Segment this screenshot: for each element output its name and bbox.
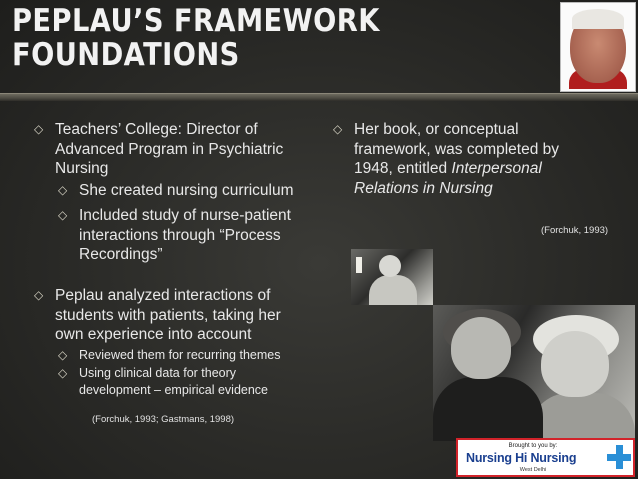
badge-top-text: Brought to you by:: [508, 443, 558, 449]
bullet-line: Teachers’ College: Director of: [55, 121, 258, 138]
two-women-photo: [433, 305, 635, 441]
bullet-line: own experience into account: [55, 326, 252, 343]
slide-title: [12, 4, 380, 72]
bullet-line: Her book, or conceptual: [354, 121, 519, 138]
badge-main-text: Nursing Hi Nursing: [466, 451, 577, 465]
left-citation: (Forchuk, 1993; Gastmans, 1998): [92, 414, 235, 425]
bullet-line: development – empirical evidence: [79, 382, 268, 397]
bullet-line: Peplau analyzed interactions of: [55, 287, 271, 304]
bullet-line: Included study of nurse-patient: [79, 207, 291, 224]
book-title-part: Relations in Nursing: [354, 179, 493, 197]
diamond-outline-icon: ◇: [333, 122, 343, 136]
author-portrait: [560, 2, 636, 92]
bullet-line: [354, 159, 559, 179]
diamond-outline-icon: ◇: [58, 183, 68, 197]
diamond-outline-icon: ◇: [58, 208, 68, 222]
bullet-line: framework, was completed by: [354, 140, 560, 158]
medical-plus-icon: [607, 445, 631, 469]
nurse-historical-photo: [351, 249, 433, 305]
bullet-line: Reviewed them for recurring themes: [79, 348, 281, 362]
bullet-line: [354, 179, 559, 199]
nursing-hi-nursing-badge: [456, 438, 635, 477]
title-line-2: FOUNDATIONS: [12, 37, 240, 73]
title-line-1: PEPLAU’S FRAMEWORK: [12, 3, 380, 39]
bullet-line: Using clinical data for theory: [79, 366, 237, 380]
diamond-outline-icon: ◇: [34, 288, 44, 302]
bullet-line: Advanced Program in Psychiatric: [55, 140, 284, 158]
bullet-line: students with patients, taking her: [55, 306, 281, 324]
bullet-text: 1948, entitled: [354, 160, 452, 177]
diamond-outline-icon: ◇: [58, 366, 68, 380]
title-divider: [0, 93, 638, 101]
bullet-line: Recordings”: [79, 246, 163, 263]
right-citation: (Forchuk, 1993): [541, 225, 609, 236]
badge-sub-text: West Delhi: [519, 467, 547, 473]
diamond-outline-icon: ◇: [58, 348, 68, 362]
bullet-line: Nursing: [55, 160, 109, 177]
bullet-line: She created nursing curriculum: [79, 182, 294, 199]
bullet-line: interactions through “Process: [79, 226, 281, 244]
diamond-outline-icon: ◇: [34, 122, 44, 136]
book-title-part: Interpersonal: [451, 160, 542, 177]
